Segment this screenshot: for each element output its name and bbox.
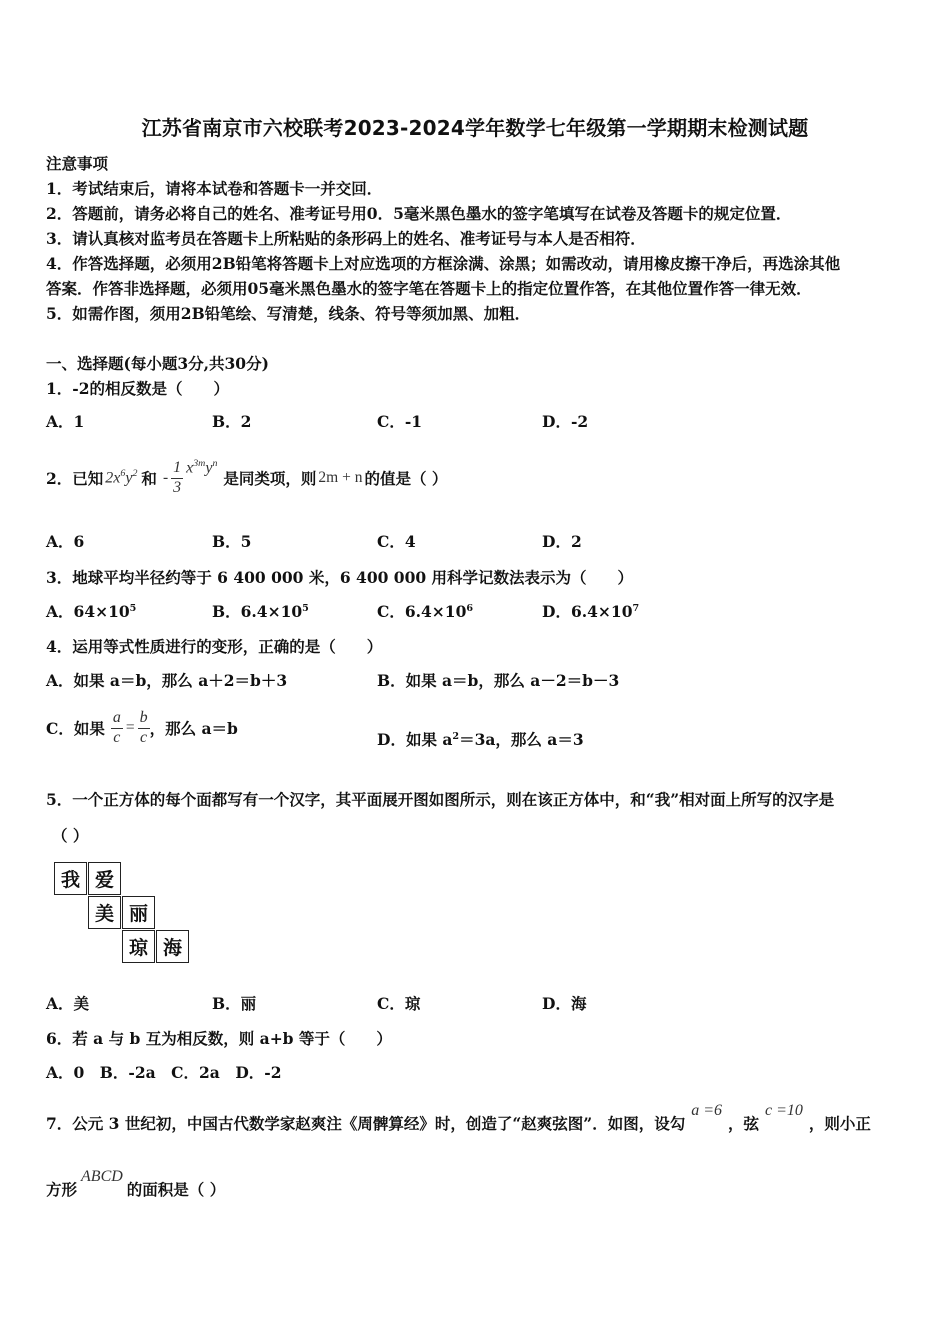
q1-option-b: B．2 [212, 412, 252, 431]
q2-fraction: $\frac{1}{3}$ [173, 459, 182, 496]
notice-heading: 注意事项 [46, 154, 109, 173]
q2-option-a: A．6 [46, 532, 85, 551]
q3-option-c: C．$6.4\times 10^6$ [377, 602, 474, 621]
section-heading: 一、选择题(每小题3分,共30分) [46, 354, 269, 373]
cube-net-cell: 琼 [122, 930, 155, 963]
q5-option-b: B．丽 [212, 994, 257, 1013]
question-6-stem: 6．若 a 与 b 互为相反数，则 a+b 等于（ ） [46, 1029, 392, 1048]
q2-and: 和 [141, 469, 157, 488]
question-7-stem-line2: 方形 ABCD 的面积是（ ） [46, 1168, 226, 1199]
q2-term1: $2x^6y^2$ [105, 468, 138, 487]
q6-options: A．0 B．-2a C．2a D．-2 [46, 1063, 282, 1082]
q4-option-a: A．如果 a＝b，那么 a＋2＝b＋3 [46, 671, 288, 690]
notice-item: 1．考试结束后，请将本试卷和答题卡一并交回． [46, 179, 383, 198]
q5-option-c: C．琼 [377, 994, 421, 1013]
cube-net-cell: 丽 [122, 896, 155, 929]
question-5-stem: 5．一个正方体的每个面都写有一个汉字，其平面展开图如图所示，则在该正方体中，和“我”相对面上所写的汉字是 [46, 790, 835, 809]
cube-net-figure [54, 862, 194, 968]
question-5-stem-tail: （ ） [52, 826, 89, 845]
notice-item: 3．请认真核对监考员在答题卡上所粘贴的条形码上的姓名、准考证号与本人是否相符． [46, 229, 646, 248]
notice-item: 2．答题前，请务必将自己的姓名、准考证号用0．5毫米黑色墨水的签字笔填写在试卷及答题卡的规定位置． [46, 204, 792, 223]
page-title: 江苏省南京市六校联考2023-2024学年数学七年级第一学期期末检测试题 [141, 116, 809, 140]
q2-neg: - [162, 469, 169, 486]
q4-option-b: B．如果 a＝b，那么 a－2＝b－3 [377, 671, 620, 690]
q3-option-a: A．$64\times 10^5$ [46, 602, 137, 621]
q5-option-a: A．美 [46, 994, 90, 1013]
q5-option-d: D．海 [542, 994, 587, 1013]
q3-option-d: D．$6.4\times 10^7$ [542, 602, 640, 621]
q1-option-c: C．-1 [377, 412, 423, 431]
q1-option-a: A．1 [46, 412, 85, 431]
question-2-stem [46, 446, 447, 510]
cube-net-cell: 爱 [88, 862, 121, 895]
question-3-stem: 3．地球平均半径约等于 6 400 000 米，6 400 000 用科学记数法表示为（ ） [46, 568, 634, 587]
question-1-stem: 1．-2的相反数是（ ） [46, 379, 230, 398]
q2-option-b: B．5 [212, 532, 252, 551]
notice-item: 答案．作答非选择题，必须用05毫米黑色墨水的签字笔在答题卡上的指定位置作答，在其他位置作答一律无效． [46, 279, 812, 298]
cube-net-cell: 美 [88, 896, 121, 929]
q2-expression: 2m + n [318, 469, 363, 486]
notice-item: 5．如需作图，须用2B铅笔绘、写清楚，线条、符号等须加黑、加粗． [46, 304, 531, 323]
q4-option-c: C．如果 $\frac{a}{c}$ = $\frac{b}{c}$ ，那么 a＝b [46, 709, 238, 746]
q2-suffix: 的值是（ ） [364, 469, 448, 488]
q2-middle: 是同类项，则 [223, 469, 317, 488]
cube-net-cell: 海 [156, 930, 189, 963]
q2-term2: $x^{3m}y^n$ [186, 458, 218, 477]
q3-option-b: B．$6.4\times 10^5$ [212, 602, 309, 621]
q4-option-d: D．如果 $a^2=3a$，那么 a＝3 [377, 730, 584, 749]
q2-option-d: D．2 [542, 532, 582, 551]
question-7-stem: 7．公元 3 世纪初，中国古代数学家赵爽注《周髀算经》时，创造了“赵爽弦图”．如图，设勾 a =6 ，弦 c =10 ，则小正 [46, 1102, 871, 1133]
notice-item: 4．作答选择题，必须用2B铅笔将答题卡上对应选项的方框涂满、涂黑；如需改动，请用橡皮擦干净后，再选涂其他 [46, 254, 841, 273]
q2-option-c: C．4 [377, 532, 416, 551]
cube-net-cell: 我 [54, 862, 87, 895]
q1-option-d: D．-2 [542, 412, 589, 431]
question-4-stem: 4．运用等式性质进行的变形，正确的是（ ） [46, 637, 383, 656]
q2-prefix: 2．已知 [46, 469, 104, 488]
